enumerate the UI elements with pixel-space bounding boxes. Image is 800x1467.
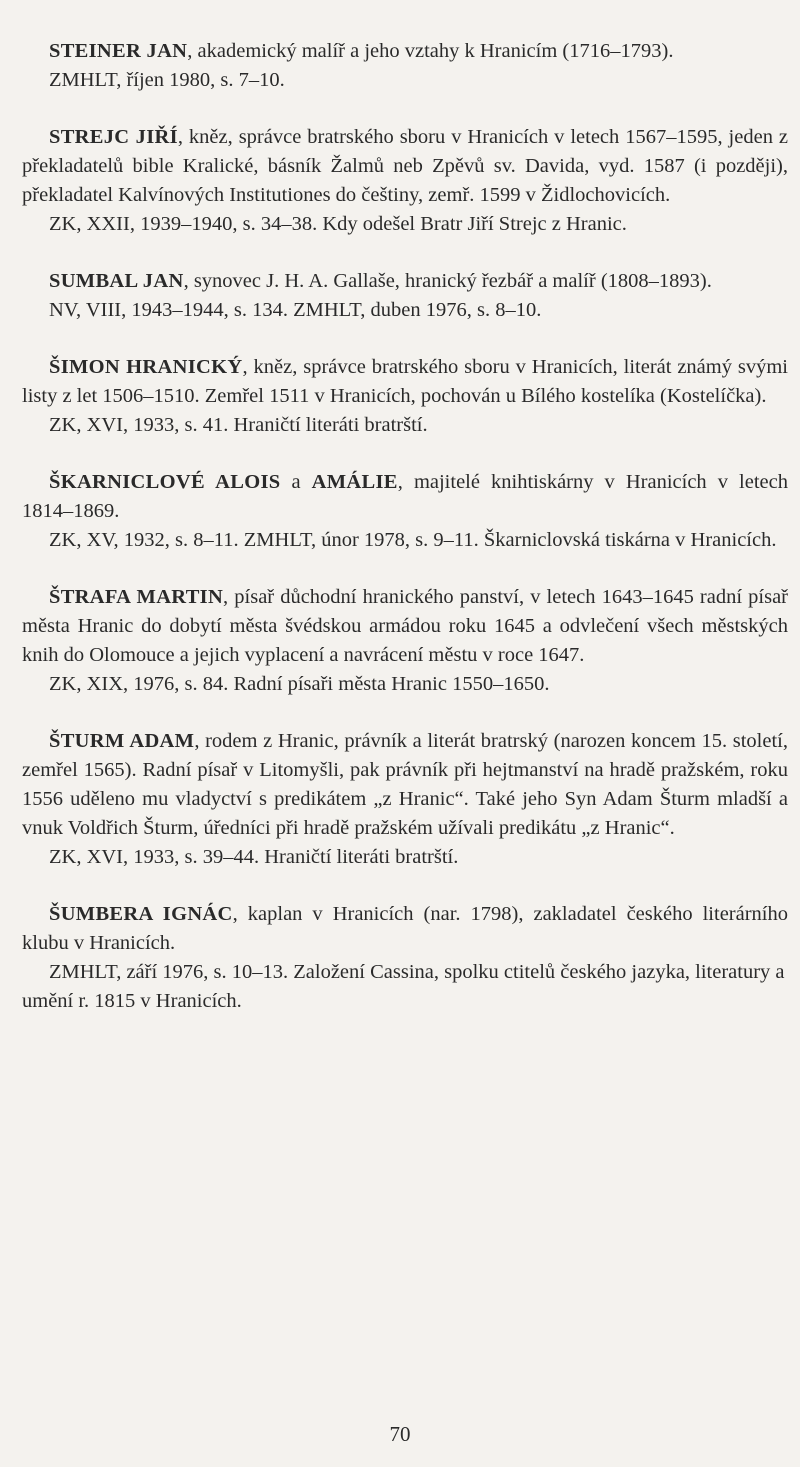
entry-reference: NV, VIII, 1943–1944, s. 134. ZMHLT, duben 1976, s. 8–10. [49,299,542,321]
entry-skarniclove [22,468,788,555]
entry-name-second: AMÁLIE [311,471,398,493]
entry-name: ŠIMON HRANICKÝ [49,356,243,378]
entry-strafa-martin [22,583,788,699]
entry-text [22,37,788,66]
entry-steiner-jan [22,37,788,95]
entry-strejc-jiri [22,123,788,239]
entry-text [22,123,788,210]
entry-text [22,900,788,958]
entry-description: , synovec J. H. A. Gallaše, hranický řezbář a malíř (1808–1893). [183,270,712,292]
entry-name: ŠTRAFA MARTIN [49,586,224,608]
entry-description: , kněz, správce bratrského sboru v Hranicích, literát známý svými listy z let 1506–1510. Zemřel 1511 v Hranicích, pochován u Bílého kostelíka (Kostelíčka). [22,356,789,407]
entry-text [22,727,788,843]
entry-name: ŠTURM ADAM [49,730,195,752]
entry-description: , akademický malíř a jeho vztahy k Hranicím (1716–1793). [187,40,674,62]
entry-name: STREJC JIŘÍ [49,126,178,148]
entry-text [22,267,788,296]
entry-reference: ZMHLT, říjen 1980, s. 7–10. [49,69,285,91]
entry-name: ŠKARNICLOVÉ ALOIS [49,471,281,493]
entry-sturm-adam [22,727,788,872]
entry-text [22,583,788,670]
entry-description: , rodem z Hranic, právník a literát bratrský (narozen koncem 15. století, zemřel 1565). Radní písař v Litomyšli, pak právník při hejtmanství na hradě pražském, roku 1556 uděleno mu vladyctví s predikátem „z Hranic“. Také jeho Syn Adam Šturm mladší a vnuk Voldřich Šturm, úředníci při hradě pražském užívali predikátu „z Hranic“. [22,730,788,839]
entry-name: SUMBAL JAN [49,270,184,292]
entry-reference: ZK, XXII, 1939–1940, s. 34–38. Kdy odešel Bratr Jiří Strejc z Hranic. [49,213,627,235]
entry-sumbera-ignac [22,900,788,1016]
entry-description: , kaplan v Hranicích (nar. 1798), zakladatel českého literárního klubu v Hranicích. [22,903,788,954]
entry-reference: ZMHLT, září 1976, s. 10–13. Založení Cassina, spolku ctitelů českého jazyka, literatury a umění r. 1815 v Hranicích. [22,961,785,1012]
entry-description: , písař důchodní hranického panství, v letech 1643–1645 radní písař města Hranic do dobytí města švédskou armádou roku 1645 a odvlečení všech městských knih do Olomouce a jejich vyplacení a navrácení městu v roce 1647. [22,586,788,666]
entry-description: , kněz, správce bratrského sboru v Hranicích v letech 1567–1595, jeden z překladatelů bible Kralické, básník Žalmů neb Zpěvů sv. Davida, vyd. 1587 (i později), překladatel Kalvínových Institutiones do češtiny, zemř. 1599 v Židlochovicích. [22,126,788,206]
entry-simon-hranicky [22,353,788,440]
page-number: 70 [389,1422,411,1446]
entry-text [22,353,788,411]
entry-description: , majitelé knihtiskárny v Hranicích v letech 1814–1869. [22,471,788,522]
entry-reference: ZK, XVI, 1933, s. 39–44. Hraničtí literáti bratrští. [49,846,459,868]
entry-name: STEINER JAN [49,40,188,62]
entry-text [22,468,788,526]
entry-connector: a [280,471,312,493]
entry-sumbal-jan [22,267,788,325]
entry-name: ŠUMBERA IGNÁC [49,903,233,925]
entry-reference: ZK, XIX, 1976, s. 84. Radní písaři města Hranic 1550–1650. [49,673,550,695]
entries-list [22,37,788,1044]
entry-reference: ZK, XV, 1932, s. 8–11. ZMHLT, únor 1978, s. 9–11. Škarniclovská tiskárna v Hranicích. [49,529,777,551]
entry-reference: ZK, XVI, 1933, s. 41. Hraničtí literáti bratrští. [49,414,428,436]
